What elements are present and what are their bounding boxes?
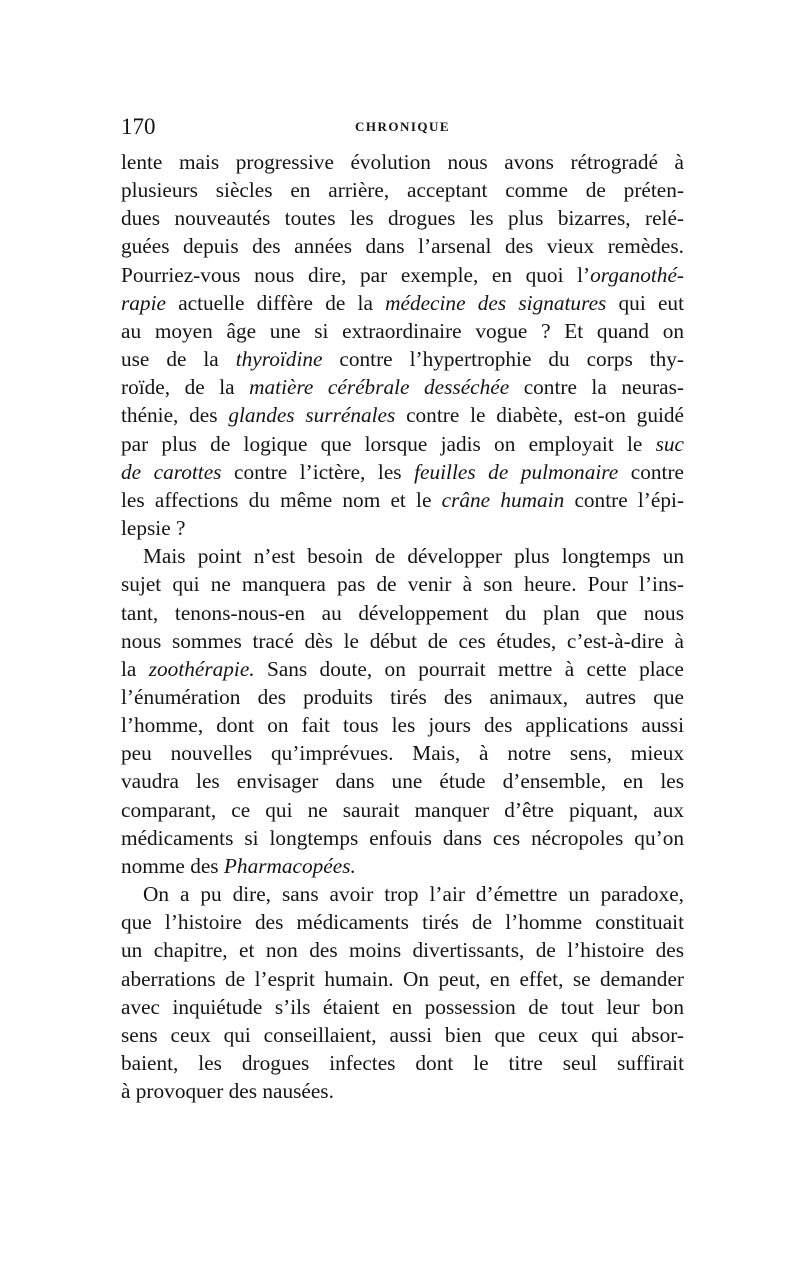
text-line — [121, 289, 684, 317]
text-line — [121, 204, 684, 232]
italic-text: Pharmacopées. — [223, 853, 356, 878]
text-run: thénie, des — [121, 403, 229, 428]
text-run: tant, tenons-nous-en au développement du plan que nous — [121, 600, 684, 625]
text-line — [121, 796, 684, 824]
text-line — [121, 317, 684, 345]
italic-text: organothé- — [590, 262, 684, 287]
text-run: sens ceux qui conseillaient, aussi bien que ceux qui absor- — [121, 1022, 684, 1047]
text-run: plusieurs siècles en arrière, acceptant comme de préten- — [121, 178, 684, 203]
text-run: à provoquer des nausées. — [121, 1079, 334, 1104]
running-head: CHRONIQUE — [354, 119, 451, 134]
text-line — [121, 711, 684, 739]
text-run: actuelle diffère de la — [165, 290, 386, 315]
text-line — [121, 739, 684, 767]
text-line — [121, 824, 684, 852]
text-run: lente mais progressive évolution nous avons rétrogradé à — [121, 150, 684, 174]
text-line — [121, 458, 684, 486]
italic-text: thyroïdine — [235, 347, 323, 372]
text-run: On a pu dire, sans avoir trop l’air d’émettre un paradoxe, — [143, 882, 684, 907]
book-page — [121, 112, 684, 1105]
text-run: contre l’hypertrophie du corps thy- — [322, 347, 684, 372]
italic-text: médecine des signatures — [385, 290, 607, 315]
page-header — [121, 112, 684, 148]
text-line — [121, 148, 684, 176]
text-run: contre l’ictère, les — [221, 459, 415, 484]
text-run: nomme des — [121, 853, 224, 878]
text-line — [121, 767, 684, 795]
text-line — [121, 486, 684, 514]
text-run: les affections du même nom et le — [121, 487, 442, 512]
text-run: la — [121, 656, 149, 681]
italic-text: zoothérapie. — [148, 656, 255, 681]
paragraph — [121, 148, 684, 542]
text-line — [121, 514, 684, 542]
body-text — [121, 148, 684, 1105]
text-line — [121, 1021, 684, 1049]
text-run: Mais point n’est besoin de développer plus longtemps un — [143, 544, 684, 569]
text-line — [121, 345, 684, 373]
text-run: use de la — [121, 347, 236, 372]
paragraph — [121, 542, 684, 880]
italic-text: suc — [655, 431, 684, 456]
text-line — [121, 1049, 684, 1077]
text-run: au moyen âge une si extraordinaire vogue ? Et quand on — [121, 318, 684, 343]
text-run: l’homme, dont on fait tous les jours des applications aussi — [121, 713, 684, 738]
text-run: par plus de logique que lorsque jadis on employait le — [121, 431, 656, 456]
text-line — [121, 570, 684, 598]
text-line — [121, 965, 684, 993]
text-line — [121, 655, 684, 683]
text-line — [121, 261, 684, 289]
text-line — [121, 430, 684, 458]
text-line — [121, 627, 684, 655]
text-run: peu nouvelles qu’imprévues. Mais, à notre sens, mieux — [121, 741, 684, 766]
text-run: contre — [618, 459, 684, 484]
text-line — [121, 908, 684, 936]
text-line — [121, 936, 684, 964]
italic-text: matière cérébrale desséchée — [249, 375, 510, 400]
text-run: roïde, de la — [121, 375, 250, 400]
text-run: un chapitre, et non des moins divertissants, de l’histoire des — [121, 938, 684, 963]
text-line — [121, 232, 684, 260]
text-line — [121, 401, 684, 429]
text-line — [121, 683, 684, 711]
text-run: Pourriez-vous nous dire, par exemple, en quoi l’ — [121, 262, 591, 287]
text-run: que l’histoire des médicaments tirés de l’homme constituait — [121, 910, 684, 935]
paragraph — [121, 880, 684, 1105]
text-line — [121, 880, 684, 908]
text-run: baient, les drogues infectes dont le titre seul suffirait — [121, 1051, 684, 1075]
page-number: 170 — [121, 114, 156, 139]
italic-text: de carottes — [121, 459, 222, 484]
italic-text: feuilles de pulmonaire — [414, 459, 619, 484]
text-run: contre l’épi- — [564, 487, 684, 512]
text-run: lepsie ? — [121, 516, 186, 541]
text-run: contre le diabète, est-on guidé — [395, 403, 684, 428]
text-line — [121, 176, 684, 204]
text-run: médicaments si longtemps enfouis dans ces nécropoles qu’on — [121, 825, 684, 850]
text-line — [121, 852, 684, 880]
text-run: aberrations de l’esprit humain. On peut, en effet, se demander — [121, 966, 684, 991]
text-run: dues nouveautés toutes les drogues les plus bizarres, relé- — [121, 206, 684, 231]
text-run: vaudra les envisager dans une étude d’ensemble, en les — [121, 769, 684, 794]
text-run: avec inquiétude s’ils étaient en possession de tout leur bon — [121, 994, 684, 1019]
italic-text: rapie — [121, 290, 166, 315]
text-run: sujet qui ne manquera pas de venir à son heure. Pour l’ins- — [121, 572, 684, 597]
text-run: nous sommes tracé dès le début de ces études, c’est-à-dire à — [121, 628, 684, 653]
text-line — [121, 542, 684, 570]
italic-text: crâne humain — [441, 487, 565, 512]
text-run: l’énumération des produits tirés des animaux, autres que — [121, 684, 684, 709]
text-line — [121, 373, 684, 401]
text-line — [121, 1077, 684, 1105]
text-run: contre la neuras- — [509, 375, 684, 400]
text-line — [121, 599, 684, 627]
text-line — [121, 993, 684, 1021]
text-run: qui eut — [606, 290, 684, 315]
italic-text: glandes surrénales — [228, 403, 396, 428]
text-run: guées depuis des années dans l’arsenal des vieux remèdes. — [121, 234, 684, 259]
text-run: Sans doute, on pourrait mettre à cette place — [254, 656, 684, 681]
text-run: comparant, ce qui ne saurait manquer d’être piquant, aux — [121, 797, 684, 822]
